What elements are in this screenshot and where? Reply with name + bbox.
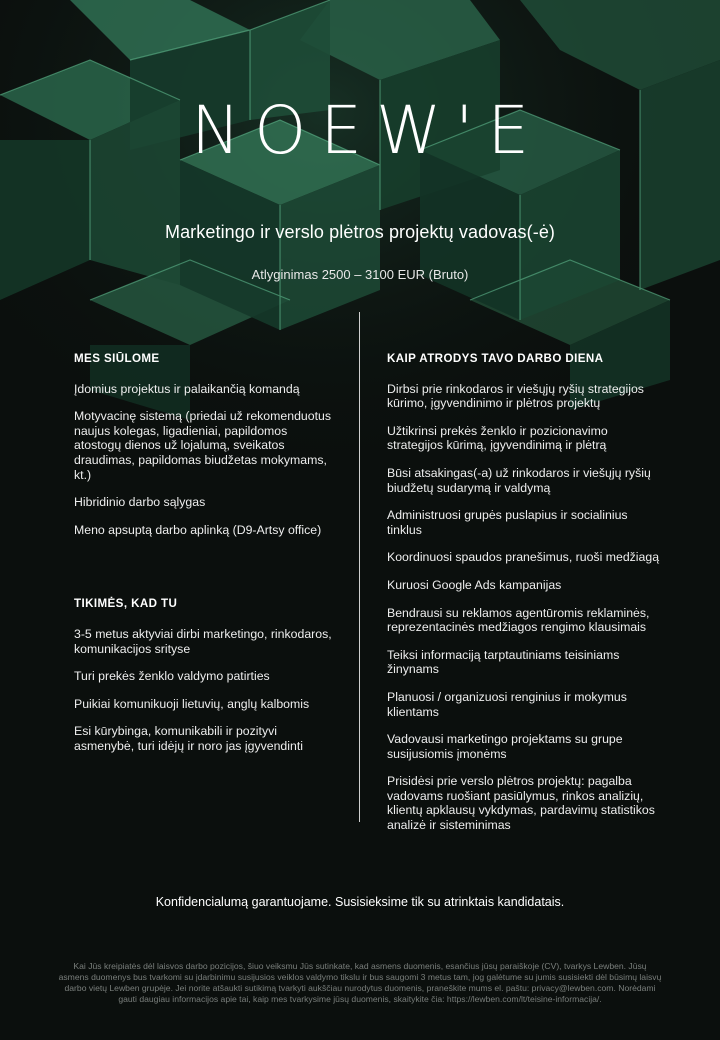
column-divider	[359, 312, 360, 822]
offer-item: Įdomius projektus ir palaikančią komandą	[74, 381, 300, 396]
workday-item: Teiksi informaciją tarptautiniams teisiniams žinynams	[387, 647, 620, 677]
offer-item: Meno apsuptą darbo aplinką (D9-Artsy office)	[74, 522, 322, 537]
workday-item: Kuruosi Google Ads kampanijas	[387, 577, 562, 592]
left-column	[74, 352, 336, 767]
expect-item: Turi prekės ženklo valdymo patirties	[74, 669, 270, 684]
privacy-disclaimer: Kai Jūs kreipiatės dėl laisvos darbo pozicijos, šiuo veiksmu Jūs sutinkate, kad asmens duomenis, esančius jūsų paraiškoje (CV), tvarkys Lewben. Jūsų asmens duomenys bus tvarkomi su įdarbinimu susijusios veiklos valdymo tikslu ir bus saugomi 3 metus tam, jog galėtume su jumis susisiekti dėl būsimų laisvų darbo vietų Lewben grupėje. Jei norite atšaukti sutikimą tvarkyti aukščiau nurodytus duomenis, praneškite mums el. paštu: privacy@lewben.com. Norėdami gauti daugiau informacijos apie tai, kaip mes tvarkysime jūsų duomenis, skaitykite čia: https://lewben.com/lt/teisine-informacija/.	[58, 961, 662, 1004]
workday-item: Užtikrinsi prekės ženklo ir pozicionavimo strategijos kūrimą, įgyvendinimą ir plėtrą	[387, 423, 608, 453]
confidentiality-note: Konfidencialumą garantuojame. Susisieksime tik su atrinktais kandidatais.	[155, 895, 565, 909]
workday-item: Dirbsi prie rinkodaros ir viešųjų ryšių strategijos kūrimo, įgyvendinimo ir plėtros projektų	[387, 381, 644, 411]
workday-item: Administruosi grupės puslapius ir socialinius tinklus	[387, 508, 628, 537]
workday-item: Planuosi / organizuosi renginius ir mokymus klientams	[387, 689, 627, 719]
company-logo: NOEW'E	[190, 92, 544, 169]
offer-item: Motyvacinę sistemą (priedai už rekomenduotus naujus kolegas, ligadieniai, papildomos atostogų dienos už lojalumą, sveikatos draudimas, papildomas biudžetas mokymams, kt.)	[74, 409, 331, 482]
workday-item: Vadovausi marketingo projektams su grupe susijusiomis įmonėms	[387, 732, 623, 761]
workday-item: Prisidėsi prie verslo plėtros projektų: pagalba vadovams ruošiant pasiūlymus, rinkos analizių, klientų apklausų vykdymas, pardavimų statistikos analizė ir sisteminimas	[387, 774, 655, 833]
salary-range: Atlyginimas 2500 – 3100 EUR (Bruto)	[251, 267, 469, 282]
workday-item: Koordinuosi spaudos pranešimus, ruoši medžiagą	[387, 550, 660, 565]
workday-item: Bendrausi su reklamos agentūromis reklaminės, reprezentacinės medžiagos rengimo klausimais	[387, 605, 650, 635]
workday-item: Būsi atsakingas(-a) už rinkodaros ir viešųjų ryšių biudžetų sudarymą ir valdymą	[387, 465, 651, 495]
offer-item: Hibridinio darbo sąlygas	[74, 495, 206, 510]
offer-heading: MES SIŪLOME	[74, 352, 160, 365]
expect-heading: TIKIMĖS, KAD TU	[74, 597, 178, 611]
job-title: Marketingo ir verslo plėtros projektų vadovas(-ė)	[164, 222, 556, 242]
workday-heading: KAIP ATRODYS TAVO DARBO DIENA	[387, 352, 604, 365]
expect-item: Esi kūrybinga, komunikabili ir pozityvi asmenybė, turi idėjų ir noro jas įgyvendinti	[74, 724, 303, 753]
expect-item: 3-5 metus aktyviai dirbi marketingo, rinkodaros, komunikacijos srityse	[74, 626, 332, 656]
expect-item: Puikiai komunikuoji lietuvių, anglų kalbomis	[74, 696, 310, 711]
right-column	[387, 352, 662, 846]
